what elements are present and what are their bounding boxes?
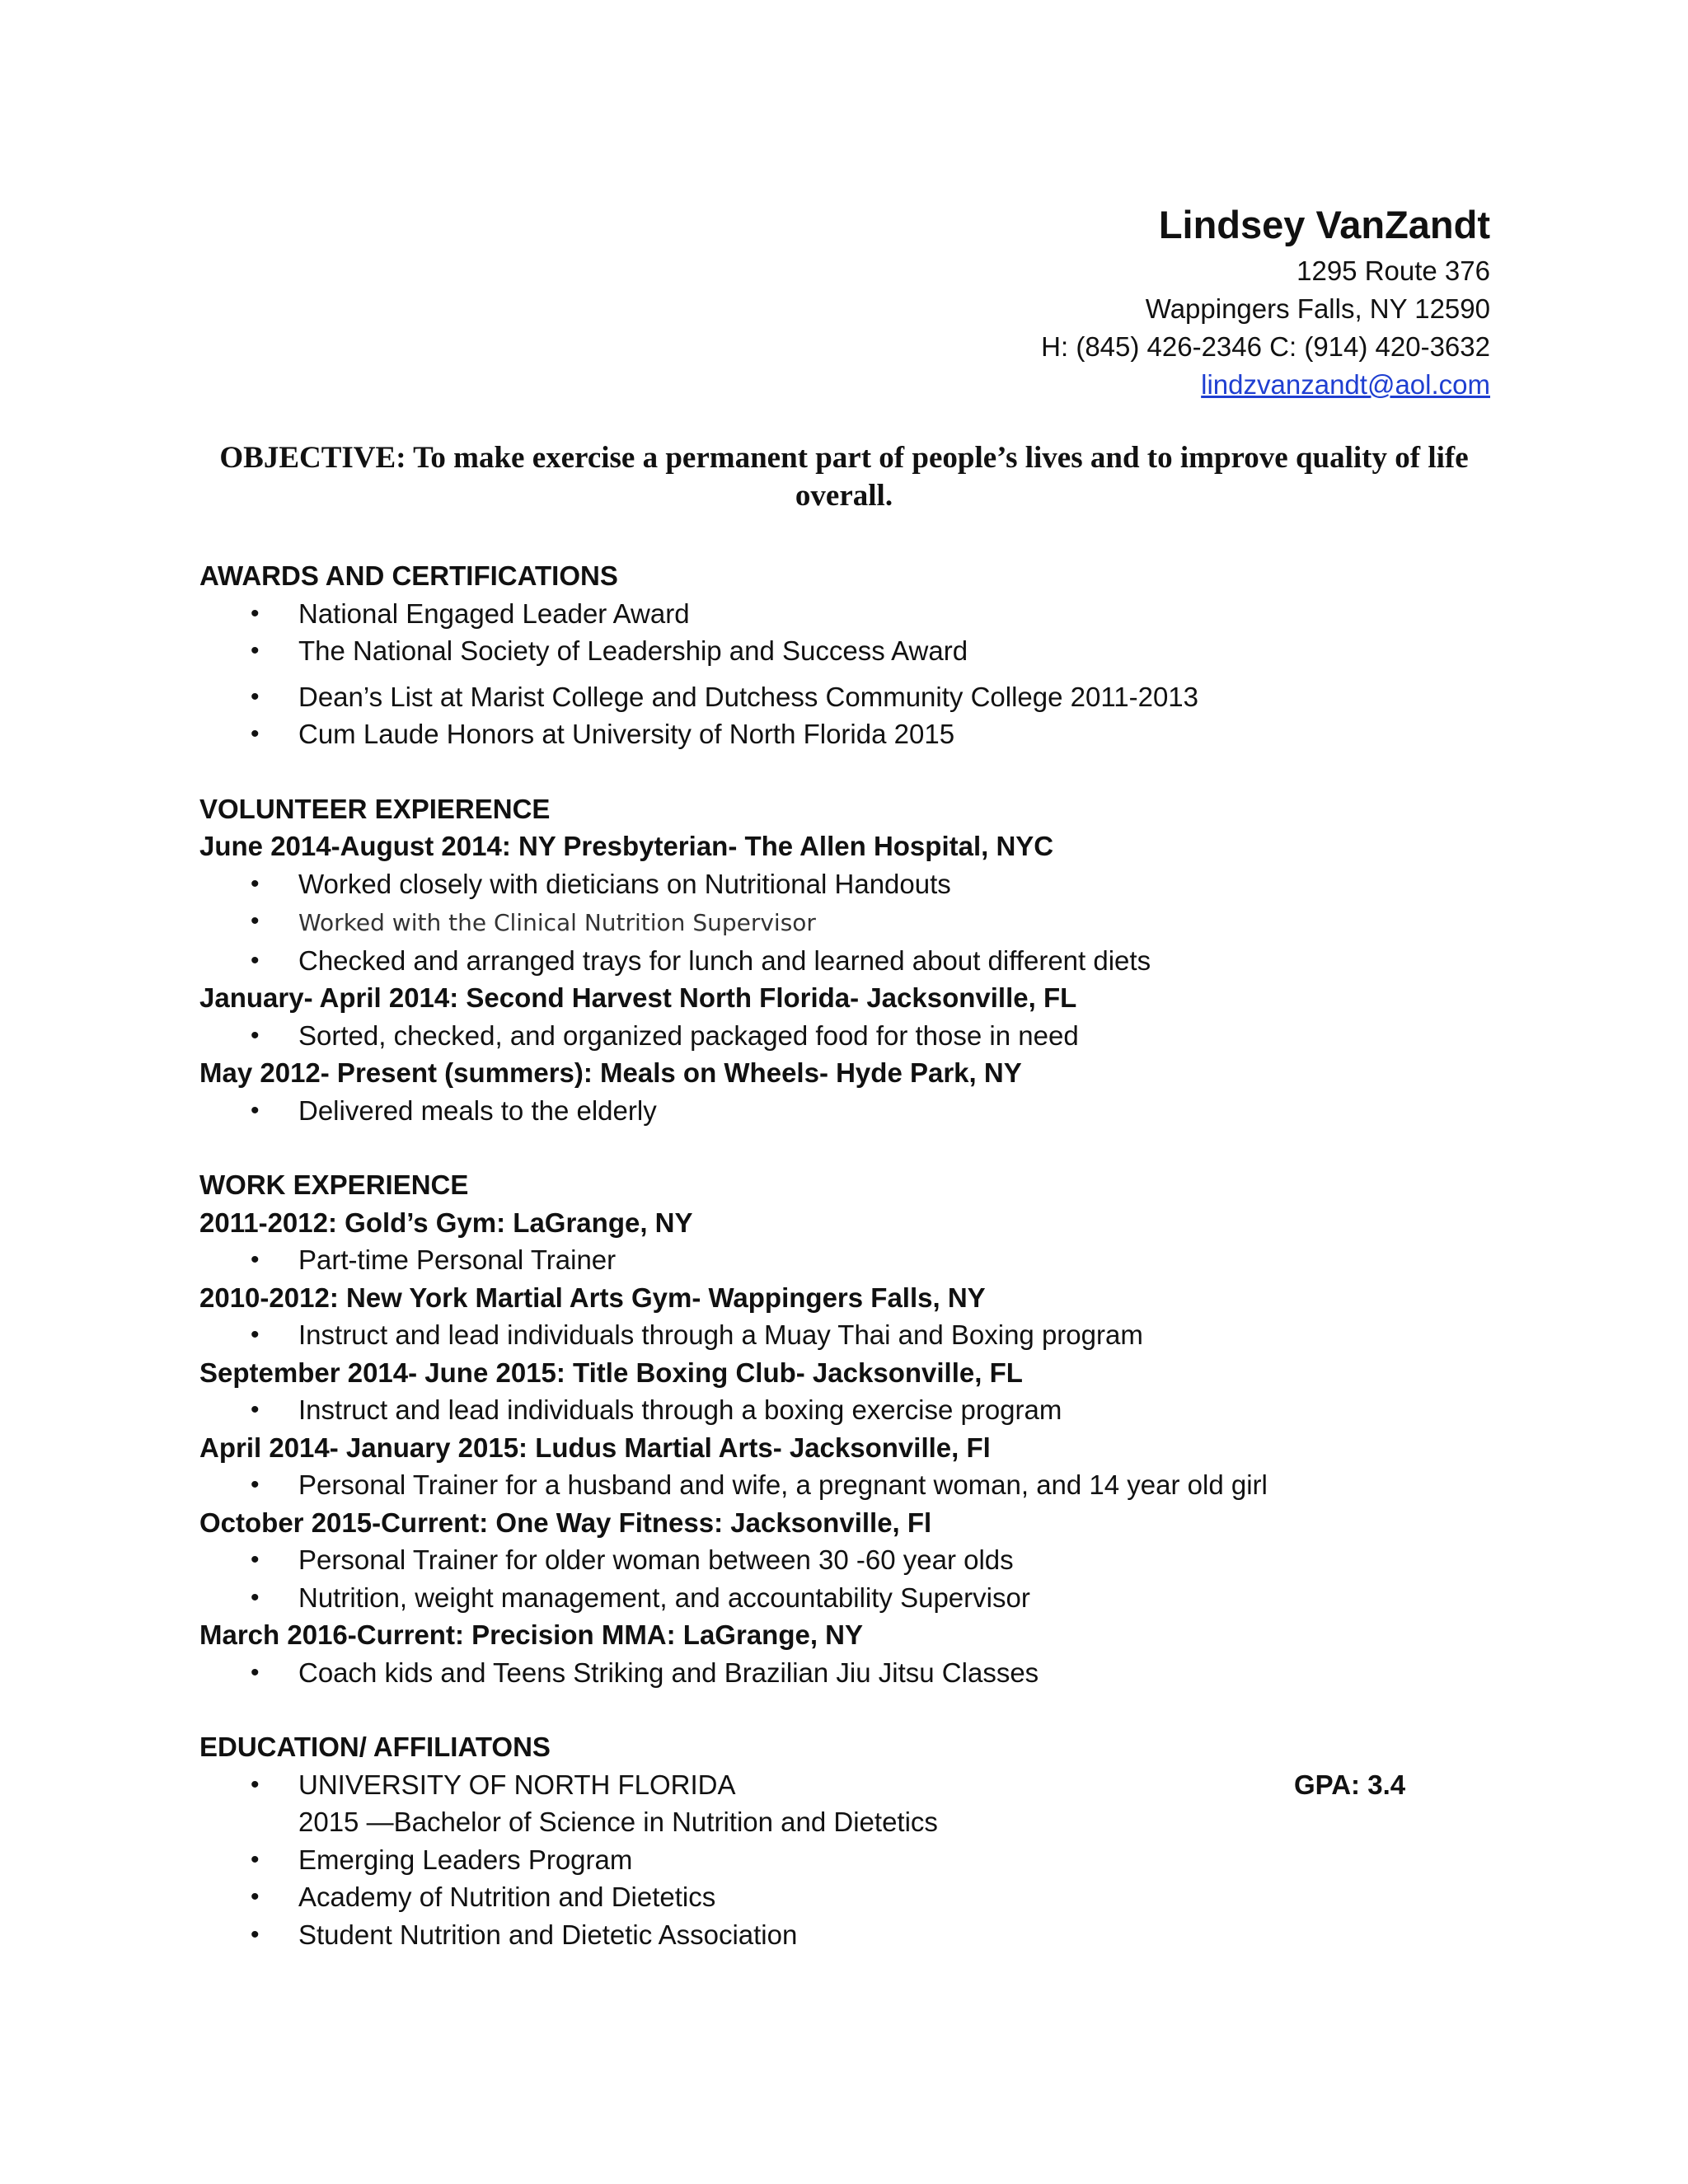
degree-line: 2015 —Bachelor of Science in Nutrition and Dietetics (298, 1807, 938, 1837)
awards-list (199, 595, 1502, 753)
list-item: • Delivered meals to the elderly (199, 1092, 1502, 1130)
work-entry-title: March 2016-Current: Precision MMA: LaGrange, NY (199, 1619, 864, 1650)
education-section (199, 1728, 1502, 1953)
volunteer-entry-list (199, 1017, 1502, 1055)
volunteer-entry-list (199, 865, 1502, 980)
list-item: • Instruct and lead individuals through a boxing exercise program (199, 1391, 1502, 1429)
bullet-icon: • (251, 869, 260, 898)
work-entry-list (199, 1654, 1502, 1692)
address-line-2: Wappingers Falls, NY 12590 (1145, 293, 1490, 324)
bullet-icon: • (251, 1883, 260, 1910)
work-entry-title: September 2014- June 2015: Title Boxing Club- Jacksonville, FL (199, 1357, 1023, 1388)
candidate-name: Lindsey VanZandt (1158, 203, 1490, 246)
list-item: • Worked with the Clinical Nutrition Supervisor (199, 902, 1502, 942)
gpa-value: GPA: 3.4 (1294, 1769, 1406, 1800)
awards-section (199, 557, 1502, 753)
list-item: • Cum Laude Honors at University of North Florida 2015 (199, 715, 1502, 753)
work-heading: WORK EXPERIENCE (199, 1169, 469, 1200)
bullet-icon: • (251, 1096, 260, 1124)
bullet-icon: • (251, 1770, 260, 1798)
affiliations-list (199, 1841, 1502, 1954)
bullet-icon: • (251, 1845, 260, 1873)
work-entry-title: April 2014- January 2015: Ludus Martial Arts- Jacksonville, Fl (199, 1432, 991, 1463)
volunteer-entry-title: January- April 2014: Second Harvest North Florida- Jacksonville, FL (199, 982, 1077, 1013)
objective-statement: OBJECTIVE: To make exercise a permanent part of people’s lives and to improve quality of life overall. (219, 441, 1469, 513)
phone-numbers: H: (845) 426-2346 C: (914) 420-3632 (1041, 331, 1490, 362)
list-item: • The National Society of Leadership and Success Award (199, 632, 1502, 670)
bullet-icon: • (251, 637, 260, 664)
education-list (199, 1766, 1502, 1804)
education-heading: EDUCATION/ AFFILIATONS (199, 1732, 551, 1762)
work-entry-list (199, 1391, 1502, 1429)
bullet-icon: • (251, 1396, 260, 1423)
address-line-1: 1295 Route 376 (1296, 255, 1490, 286)
bullet-icon: • (251, 1471, 260, 1498)
list-item: • Part-time Personal Trainer (199, 1241, 1502, 1279)
work-entry-list (199, 1241, 1502, 1279)
bullet-icon: • (251, 946, 260, 974)
work-entry-title: 2011-2012: Gold’s Gym: LaGrange, NY (199, 1207, 693, 1238)
bullet-icon: • (251, 1246, 260, 1273)
list-item: • Instruct and lead individuals through a Muay Thai and Boxing program (199, 1316, 1502, 1354)
list-item: • Worked closely with dieticians on Nutritional Handouts (199, 865, 1502, 903)
list-item: • Academy of Nutrition and Dietetics (199, 1878, 1502, 1916)
list-item (199, 1766, 1502, 1804)
volunteer-heading: VOLUNTEER EXPIERENCE (199, 793, 551, 824)
bullet-icon: • (251, 1658, 260, 1686)
list-item: • National Engaged Leader Award (199, 595, 1502, 633)
work-entry-title: 2010-2012: New York Martial Arts Gym- Wappingers Falls, NY (199, 1282, 986, 1313)
bullet-icon: • (251, 599, 260, 627)
work-entry-list (199, 1466, 1502, 1504)
awards-heading: AWARDS AND CERTIFICATIONS (199, 560, 618, 591)
work-entry-list (199, 1316, 1502, 1354)
list-item: • Sorted, checked, and organized packaged food for those in need (199, 1017, 1502, 1055)
email-link[interactable]: lindzvanzandt@aol.com (1201, 369, 1490, 400)
work-entry-title: October 2015-Current: One Way Fitness: Jacksonville, Fl (199, 1507, 932, 1538)
volunteer-entry-title: May 2012- Present (summers): Meals on Wheels- Hyde Park, NY (199, 1057, 1022, 1088)
bullet-icon: • (251, 907, 260, 935)
bullet-icon: • (251, 720, 260, 748)
bullet-icon: • (251, 682, 260, 710)
list-item: • Emerging Leaders Program (199, 1841, 1502, 1879)
volunteer-entry-title: June 2014-August 2014: NY Presbyterian- The Allen Hospital, NYC (199, 831, 1054, 861)
university-name: UNIVERSITY OF NORTH FLORIDA (298, 1769, 736, 1800)
resume-body (199, 557, 1502, 1990)
volunteer-entry-list (199, 1092, 1502, 1130)
bullet-icon: • (251, 1321, 260, 1348)
bullet-icon: • (251, 1021, 260, 1049)
work-section (199, 1166, 1502, 1691)
contact-header (1041, 198, 1490, 404)
list-item: • Dean’s List at Marist College and Dutchess Community College 2011-2013 (199, 678, 1502, 716)
volunteer-section (199, 790, 1502, 1130)
list-item: • Student Nutrition and Dietetic Association (199, 1916, 1502, 1954)
bullet-icon: • (251, 1546, 260, 1573)
list-item: • Personal Trainer for a husband and wife, a pregnant woman, and 14 year old girl (199, 1466, 1502, 1504)
list-item: • Coach kids and Teens Striking and Brazilian Jiu Jitsu Classes (199, 1654, 1502, 1692)
work-entry-list (199, 1541, 1502, 1616)
bullet-icon: • (251, 1583, 260, 1611)
list-item: • Nutrition, weight management, and accountability Supervisor (199, 1579, 1502, 1617)
list-item: • Personal Trainer for older woman between 30 -60 year olds (199, 1541, 1502, 1579)
bullet-icon: • (251, 1920, 260, 1948)
list-item: • Checked and arranged trays for lunch and learned about different diets (199, 942, 1502, 980)
